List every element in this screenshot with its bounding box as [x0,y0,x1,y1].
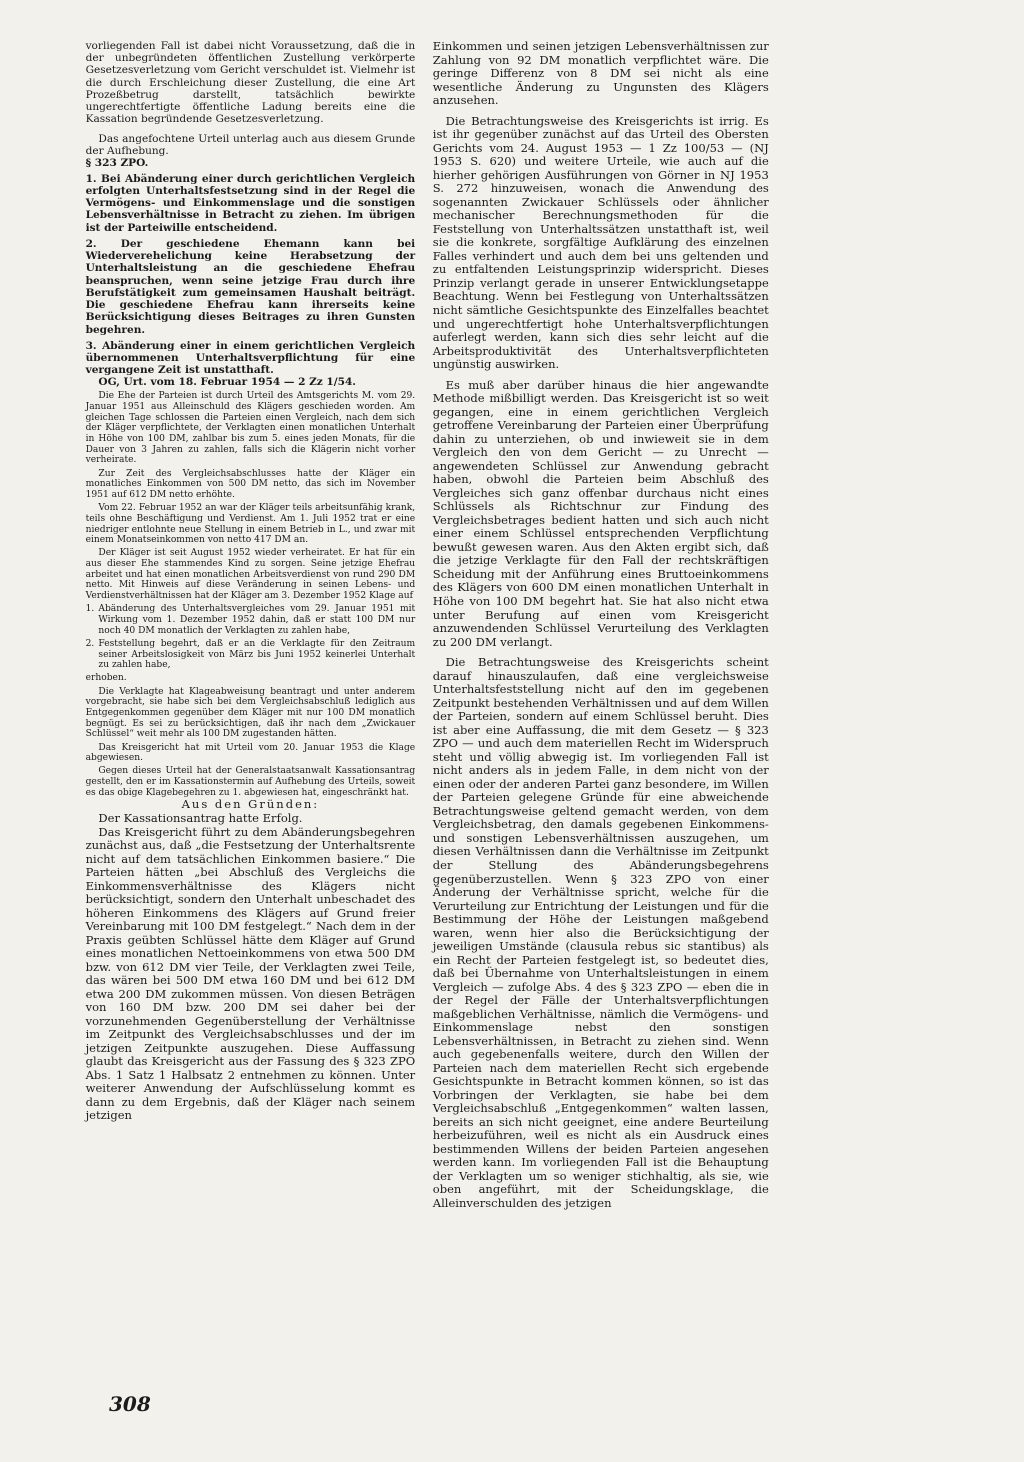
paragraph: Die Verklagte hat Klageabweisung beantragt und unter anderem vorgebracht, sie habe sich bei dem Vergleichsabschluß lediglich aus Entgegenkommen gegenüber dem Kläger mit nur 100 DM monatlich begnügt. Es sei zu berücksichtigen, daß ihr nach dem „Zwickauer Schlüssel“ weit mehr als 100 DM zugestanden hätten. [85,686,416,740]
paragraph: Zur Zeit des Vergleichsabschlusses hatte der Kläger ein monatliches Einkommen von 500 DM netto, das sich im November 1951 auf 612 DM netto erhöhte. [85,468,416,500]
list-text: Abänderung des Unterhaltsvergleiches vom 29. Januar 1951 mit Wirkung vom 1. Dezember 1952 dahin, daß er statt 100 DM nur noch 40 DM monatlich der Verklagten zu zahlen habe, [98,604,416,636]
reasons-section [86,798,416,1122]
paragraph: Das Kreisgericht führt zu dem Abänderungsbegehren zunächst aus, daß „die Festsetzung der Unterhaltsrente nicht auf dem tatsächlichen Einkommen basiere.“ Die Parteien hätten „bei Abschluß des Vergleichs die Einkommensverhältnisse des Klägers nicht berücksichtigt, sondern den Unterhalt unbeschadet des höheren Einkommens des Klägers auf Grund freier Vereinbarung mit 100 DM festgelegt.“ Nach dem in der Praxis geübten Schlüssel hätte dem Kläger auf Grund eines monatlichen Nettoeinkommens von etwa 500 DM bzw. von 612 DM vier Teile, der Verklagten zwei Teile, das wären bei 500 DM etwa 160 DM und bei 612 DM etwa 200 DM zukommen müssen. Von diesen Beträgen von 160 DM bzw. 200 DM sei daher bei der vorzunehmenden Gegenüberstellung der Verhältnisse im Zeitpunkt des Vergleichsabschlusses und der im jetzigen Zeitpunkte auszugehen. Diese Auffassung glaubt das Kreisgericht aus der Fassung des § 323 ZPO Abs. 1 Satz 1 Halbsatz 2 entnehmen zu können. Unter weiterer Anwendung der Aufschlüsselung kommt es dann zu dem Ergebnis, daß der Kläger nach seinem jetzigen [85,824,416,1123]
reasons-heading: Aus den Gründen: [181,797,320,812]
paragraph: Das Kreisgericht hat mit Urteil vom 20. Januar 1953 die Klage abgewiesen. [85,742,416,764]
list-item [86,604,416,636]
section-heading: § 323 ZPO. [85,157,149,170]
paragraph: Die Betrachtungsweise des Kreisgerichts scheint darauf hinauszulaufen, daß eine vergleichsweise Unterhaltsfeststellung nicht auf den im gegebenen Zeitpunkt bestehenden Verhältnissen und auf dem Willen der Parteien, sondern auf einem Schlüssel beruht. Dies ist aber eine Auffassung, die mit dem Gesetz — § 323 ZPO — und auch dem materiellen Recht im Widerspruch steht und völlig abwegig ist. Im vorliegenden Fall ist nicht anders als in jedem Falle, in dem nicht von der einen oder der anderen Partei ganz besondere, im Willen der Parteien gelegene Gründe für eine abweichende Betrachtungsweise geltend gemacht werden, von dem Vergleichsbetrag, den damals gegebenen Einkommens- und sonstigen Lebensverhältnissen auszugehen, um diesen Verhältnissen dann die Verhältnisse im Zeitpunkt der Stellung des Abänderungsbegehrens gegenüberzustellen. Wenn § 323 ZPO von einer Änderung der Verhältnisse spricht, welche für die Verurteilung zur Entrichtung der Leistungen und für die Bestimmung der Höhe der Leistungen maßgebend waren, wenn hier also die Berücksichtigung der jeweiligen Umstände (clausula rebus sic stantibus) als ein Recht der Parteien festgelegt ist, so bedeutet dies, daß bei Übernahme von Unterhaltsleistungen in einem Vergleich — zufolge Abs. 4 des § 323 ZPO — eben die in der Regel der Fälle der Unterhaltsverpflichtungen maßgeblichen Verhältnisse, nämlich die Vermögens- und Einkommenslage nebst den sonstigen Lebensverhältnissen, in Betracht zu ziehen sind. Wenn auch gegebenenfalls weitere, durch den Willen der Parteien nach dem materiellen Recht sich ergebende Gesichtspunkte in Betracht kommen können, so ist das Vorbringen der Verklagten, sie habe bei dem Vergleichsabschluß „Entgegenkommen“ walten lassen, bereits an sich nicht geeignet, eine andere Beurteilung herbeizuführen, weil es nicht als ein Ausdruck eines bestimmenden Willens der beiden Parteien angesehen werden kann. Im vorliegenden Fall ist die Behauptung der Verklagten um so weniger stichhaltig, als sie, wie oben angeführt, mit der Scheidungsklage, die Alleinverschulden des jetzigen [432,655,769,1210]
list-text: Feststellung begehrt, daß er an die Verklagte für den Zeitraum seiner Arbeitslosigkeit von März bis Juni 1952 keinerlei Unterhalt zu zahlen habe, [98,638,416,671]
headnote: 3. Abänderung einer in einem gerichtlichen Vergleich übernommenen Unterhaltsverpflichtung für eine vergangene Zeit ist unstatthaft. [85,339,416,377]
paragraph: Einkommen und seinen jetzigen Lebensverhältnissen zur Zahlung von 92 DM monatlich verpflichtet wäre. Die geringe Differenz von 8 DM sei nicht als eine wesentliche Änderung zu Ungunsten des Klägers anzusehen. [432,39,769,108]
headnotes [86,173,416,377]
paragraph: Es muß aber darüber hinaus die hier angewandte Methode mißbilligt werden. Das Kreisgericht ist so weit gegangen, eine in einem gerichtlichen Vergleich getroffene Vereinbarung der Parteien einer Überprüfung dahin zu unterziehen, ob und inwieweit sie in dem Vergleich den von dem Gericht — zu Unrecht — angewendeten Schlüssel zur Anwendung gebracht haben, obwohl die Parteien beim Abschluß des Vergleiches sich ganz offenbar durchaus nicht eines Schlüssels als Richtschnur zur Findung des Vergleichsbetrages bedient hatten und sich auch nicht einer einem Schlüssel entsprechenden Verpflichtung bewußt gewesen waren. Aus den Akten ergibt sich, daß die jetzige Verklagte für den Fall der rechtskräftigen Scheidung mit der Anführung eines Bruttoeinkommens des Klägers von 600 DM einen monatlichen Unterhalt in Höhe von 100 DM begehrt hat. Sie hat also nicht etwa unter Berufung auf einen vom Kreisgericht anzuwendenden Schlüssel Verurteilung des Verklagten zu 200 DM verlangt. [432,377,769,649]
paragraph: Die Betrachtungsweise des Kreisgerichts ist irrig. Es ist ihr gegenüber zunächst auf das Urteil des Obersten Gerichts vom 24. August 1953 — 1 Zz 100/53 — (NJ 1953 S. 620) und weitere Urteile, wie auch auf die hierher gehörigen Ausführungen von Görner in NJ 1953 S. 272 hinzuweisen, wonach die Anwendung des sogenannten Zwickauer Schlüssels oder ähnlicher mechanischer Berechnungsmethoden für die Feststellung von Unterhaltssätzen unstatthaft ist, weil sie die konkrete, sorgfältige Aufklärung des einzelnen Falles verhindert und auch dem bei uns geltenden und zu entfaltenden Leistungsprinzip widerspricht. Dieses Prinzip verlangt gerade in unserer Entwicklungsetappe Beachtung. Wenn bei Festlegung von Unterhaltssätzen nicht sämtliche Gesichtspunkte des Einzelfalles beachtet und ungerechtfertigt hohe Unterhaltsverpflichtungen auferlegt werden, kann sich dies sehr leicht auf die Arbeitsproduktivität des Unterhaltsverpflichteten ungünstig auswirken. [432,113,769,372]
page-number: 308 [109,1392,151,1416]
headnote: 2. Der geschiedene Ehemann kann bei Wiederverehelichung keine Herabsetzung der Unterhaltsleistung an die geschiedene Ehefrau beanspruchen, wenn seine jetzige Frau durch ihre Berufstätigkeit zum gemeinsamen Haushalt beiträgt. Die geschiedene Ehefrau kann ihrerseits keine Berücksichtigung dieses Beitrages zu ihren Gunsten begehren. [85,237,416,336]
paragraph: Der Kassationsantrag hatte Erfolg. [98,811,303,825]
paragraph: Gegen dieses Urteil hat der Generalstaatsanwalt Kassationsantrag gestellt, den er im Kassationstermin auf Aufhebung des Urteils, soweit es das obige Klagebegehren zu 1. abgewiesen hat, eingeschränkt hat. [85,766,416,798]
headnote: 1. Bei Abänderung einer durch gerichtlichen Vergleich erfolgten Unterhaltsfestsetzung sind in der Regel die Vermögens- und Einkommenslage und die sonstigen Lebensverhältnisse in Betracht zu ziehen. Im übrigen ist der Parteiwille entscheidend. [85,172,416,234]
paragraph: Das angefochtene Urteil unterlag auch aus diesem Grunde der Aufhebung. [85,132,416,158]
left-column [86,40,416,1123]
decision-citation: OG, Urt. vom 18. Februar 1954 — 2 Zz 1/54. [98,376,356,389]
list-number: 2. [85,638,95,649]
paragraph: erhoben. [85,673,127,684]
list-number: 1. [85,604,95,615]
paragraph: Vom 22. Februar 1952 an war der Kläger teils arbeitsunfähig krank, teils ohne Beschäftigung und Verdienst. Am 1. Juli 1952 trat er eine niedriger entlohnte neue Stellung in einem Betrieb in L., und zwar mit einem Monatseinkommen von netto 417 DM an. [85,503,416,546]
paragraph: Die Ehe der Parteien ist durch Urteil des Amtsgerichts M. vom 29. Januar 1951 aus Alleinschuld des Klägers geschieden worden. Am gleichen Tage schlossen die Parteien einen Vergleich, nach dem sich der Kläger verpflichtete, der Verklagten einen monatlichen Unterhalt in Höhe von 100 DM, zahlbar bis zum 5. eines jeden Monats, für die Dauer von 3 Jahren zu zahlen, falls sich die Klägerin nicht vorher verheirate. [85,391,416,466]
paragraph: Der Kläger ist seit August 1952 wieder verheiratet. Er hat für ein aus dieser Ehe stammendes Kind zu sorgen. Seine jetzige Ehefrau arbeitet und hat einen monatlichen Arbeitsverdienst von rund 290 DM netto. Mit Hinweis auf diese Veränderung in seinen Lebens- und Verdienstverhältnissen hat der Kläger am 3. Dezember 1952 Klage auf [85,548,416,602]
list-item [86,639,416,671]
facts-section [86,391,416,798]
paragraph: vorliegenden Fall ist dabei nicht Voraussetzung, daß die in der unbegründeten öffentlichen Zustellung verkörperte Gesetzesverletzung vom Gericht verschuldet ist. Vielmehr ist die durch Erschleichung dieser Zustellung, die eine Art Prozeßbetrug darstellt, tatsächlich bewirkte ungerechtfertigte öffentliche Ladung bereits eine die Kassation begründende Gesetzesverletzung. [85,40,416,126]
right-column [433,40,769,1210]
